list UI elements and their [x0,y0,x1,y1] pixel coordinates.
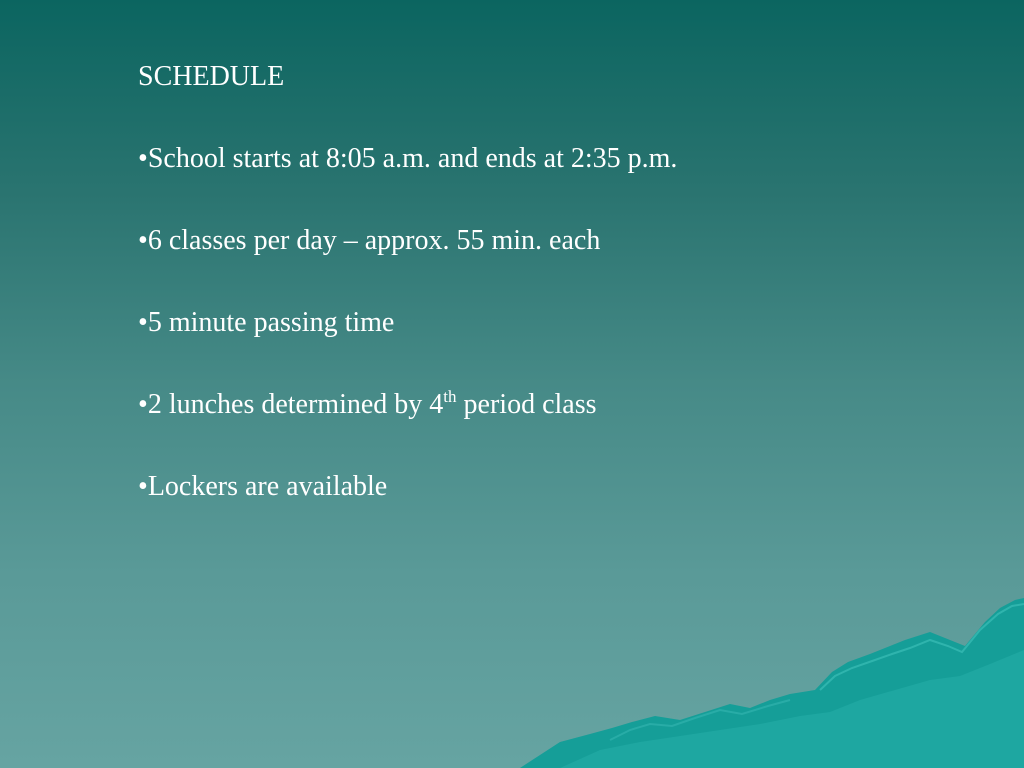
bullet-classes-per-day [138,224,677,258]
bullet-lunches [138,388,677,422]
bullet-marker: • [138,307,148,338]
bullet-lockers [138,470,677,504]
bullet-marker: • [138,143,148,174]
bullet-text: 5 minute passing time [147,307,395,338]
bullet-superscript: th [443,387,457,406]
bullet-school-hours [138,142,677,176]
bullet-text: Lockers are available [147,471,388,502]
slide-content [138,60,677,552]
bullet-marker: • [138,471,148,502]
bullet-passing-time [138,306,677,340]
bullet-marker: • [138,389,148,420]
bullet-text-after: period class [456,389,597,420]
bullet-text: 6 classes per day – approx. 55 min. each [147,225,601,256]
bullet-text: School starts at 8:05 a.m. and ends at 2:35 p.m. [147,143,678,174]
slide-title: SCHEDULE [138,61,285,92]
bullet-text-before: 2 lunches determined by 4 [147,389,444,420]
bullet-marker: • [138,225,148,256]
